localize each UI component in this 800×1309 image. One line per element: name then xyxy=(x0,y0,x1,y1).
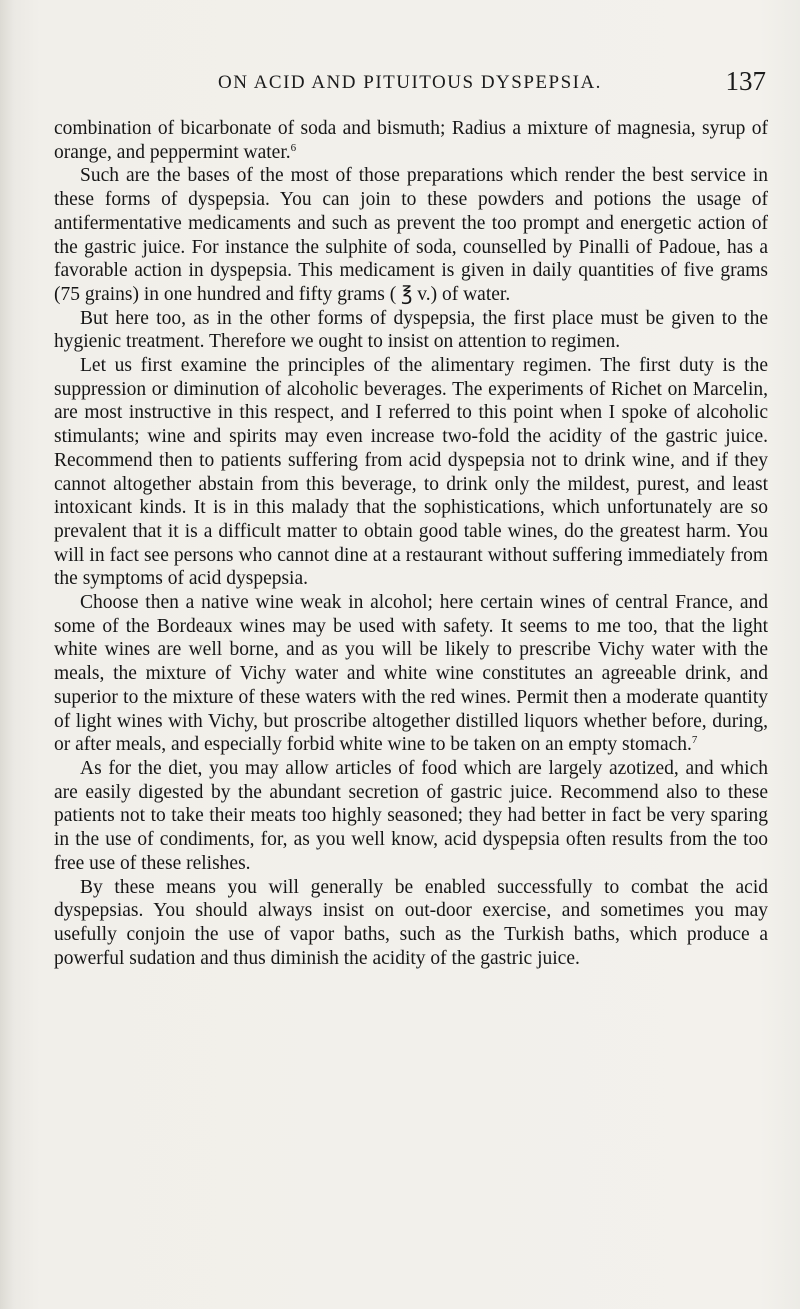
page-number: 137 xyxy=(725,66,766,96)
paragraph: Let us first examine the principles of the alimentary regimen. The first duty is the suppression or diminution of alcoholic beverages. The experiments of Richet on Marcelin, are most instructive in this respect, and I referred to this point when I spoke of alcoholic stimulants; wine and spirits may even increase two-fold the acidity of the gastric juice. Recommend then to patients suffering from acid dyspepsia not to drink wine, and if they cannot altogether abstain from this beverage, to drink only the mildest, purest, and least intoxicant kinds. It is in this malady that the sophistications, which unfortunately are so prevalent that it is a difficult matter to obtain good table wines, do the greatest harm. You will in fact see persons who cannot dine at a restaurant without suffering immediately from the symptoms of acid dyspepsia. xyxy=(54,355,768,590)
page-header xyxy=(54,66,766,106)
paragraph: But here too, as in the other forms of dyspepsia, the first place must be given to the hygienic treatment. Therefore we ought to insist on attention to regimen. xyxy=(54,307,768,353)
body-text xyxy=(54,117,768,970)
running-title: ON ACID AND PITUITOUS DYSPEPSIA. xyxy=(218,72,602,93)
paragraph: Choose then a native wine weak in alcohol; here certain wines of central France, and some of the Bordeaux wines may be used with safety. It seems to me too, that the light white wines are well borne, and as you will be likely to prescribe Vichy water with the meals, the mixture of Vichy water and white wine constitutes an agreeable drink, and superior to the mixture of these waters with the red wines. Permit then a moderate quantity of light wines with Vichy, but proscribe altogether distilled liquors whether before, during, or after meals, and especially forbid white wine to be taken on an empty stomach.$^7$ xyxy=(54,592,768,756)
footnote-ref: 6 xyxy=(290,141,297,154)
paragraph: Such are the bases of the most of those preparations which render the best service in these forms of dyspepsia. You can join to these powders and potions the usage of antifermentative medicaments and such as prevent the too prompt and energetic action of the gastric juice. For instance the sulphite of soda, counselled by Pinalli of Padoue, has a favorable action in dyspepsia. This medicament is given in daily quantities of five grams (75 grains) in one hundred and fifty grams ( ℥ v.) of water. xyxy=(54,165,768,305)
footnote-ref: 7 xyxy=(691,734,698,747)
paragraph: combination of bicarbonate of soda and bismuth; Radius a mixture of magnesia, syrup of orange, and peppermint water.$^6$ xyxy=(54,118,768,163)
paragraph: By these means you will generally be enabled successfully to combat the acid dyspepsias. You should always insist on out-door exercise, and sometimes you may usefully conjoin the use of vapor baths, such as the Turkish baths, which produce a powerful sudation and thus diminish the acidity of the gastric juice. xyxy=(54,876,768,969)
paragraph: As for the diet, you may allow articles of food which are largely azotized, and which are easily digested by the abundant secretion of gastric juice. Recommend also to these patients not to take their meats too highly seasoned; they had better in fact be very sparing in the use of condiments, for, as you well know, acid dyspepsia often results from the too free use of these relishes. xyxy=(54,757,768,874)
